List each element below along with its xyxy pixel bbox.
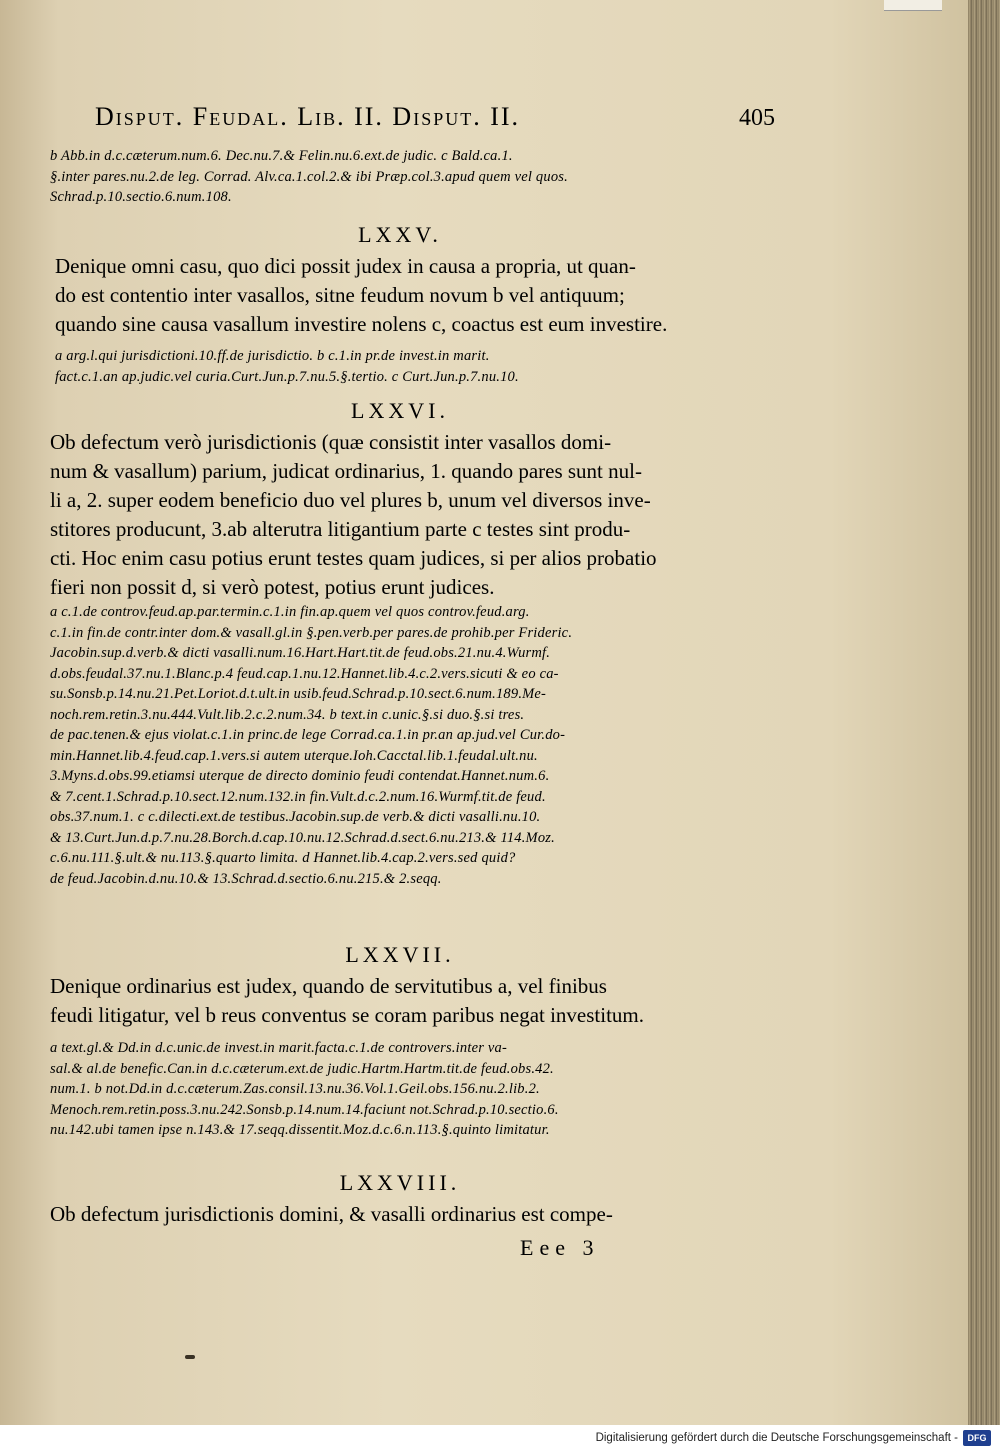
- running-head: [95, 102, 775, 132]
- section-text-lxxvi: Ob defectum verò jurisdictionis (quæ consistit inter vasallos domi- num & vasallum) parium, judicat ordinarius, 1. quando pares sunt nul- li a, 2. super eodem beneficio duo vel plures b, unum vel diversos inve- stitores producunt, 3.ab alterutra litigantium parte c testes sint produ- cti. Hoc enim casu potius erunt testes quam judices, si per alios probatio fieri non possit d, si verò potest, potius erunt judices.: [50, 430, 657, 599]
- section-number-lxxv: LXXV.: [358, 222, 442, 247]
- section-text-lxxv: Denique omni casu, quo dici possit judex in causa a propria, ut quan- do est contentio inter vasallos, sitne feudum novum b vel antiquum; quando sine causa vasallum investire nolens c, coactus est eum investire.: [55, 254, 668, 336]
- scan-marker: [884, 0, 942, 11]
- signature-mark: Eee 3: [520, 1235, 600, 1260]
- section-number-lxxviii: LXXVIII.: [339, 1170, 461, 1195]
- footer-credit: Digitalisierung gefördert durch die Deutsche Forschungsgemeinschaft -: [595, 1432, 958, 1444]
- footnotes-lxxvi: a c.1.de controv.feud.ap.par.termin.c.1.in fin.ap.quem vel quos controv.feud.arg. c.1.in fin.de contr.inter dom.& vasall.gl.in §.pen.verb.per pares.de prohib.per Frideric. Jacobin.sup.d.verb.& dicti vasalli.num.16.Hart.Hart.tit.de feud.obs.21.nu.4.Wurmf. d.obs.feudal.37.nu.1.Blanc.p.4 feud.cap.1.nu.12.Hannet.lib.4.c.2.vers.sicuti & eo ca- su.Sonsb.p.14.nu.21.Pet.Loriot.d.t.ult.in usib.feud.Schrad.p.10.sect.6.num.189.Me- noch.rem.retin.3.nu.444.Vult.lib.2.c.2.num.34. b text.in c.unic.§.si duo.§.si tres. de pac.tenen.& ejus violat.c.1.in princ.de lege Corrad.ca.1.in pr.an ap.jud.vel Cur.do- min.Hannet.lib.4.feud.cap.1.vers.si autem uterque.Ioh.Cacctal.lib.1.feudal.ult.nu. 3.Myns.d.obs.99.etiamsi uterque de directo dominio feudi contendat.Hannet.num.6. & 7.cent.1.Schrad.p.10.sect.12.num.132.in fin.Vult.d.c.2.num.16.Wurmf.tit.de feud. obs.37.num.1. c c.dilecti.ext.de testibus.Jacobin.sup.de verb.& dicti vasalli.nu.10. & 13.Curt.Jun.d.p.7.nu.28.Borch.d.cap.10.nu.12.Schrad.d.sect.6.nu.213.& 114.Moz. c.6.nu.111.§.ult.& nu.113.§.quarto limita. d Hannet.lib.4.cap.2.vers.sed quid? de feud.Jacobin.d.nu.10.& 13.Schrad.d.sectio.6.nu.215.& 2.seqq.: [50, 604, 573, 887]
- ink-speck: [185, 1355, 195, 1359]
- section-number-lxxvi: LXXVI.: [351, 398, 449, 423]
- footnotes-top: b Abb.in d.c.cæterum.num.6. Dec.nu.7.& Felin.nu.6.ext.de judic. c Bald.ca.1. §.inter pares.nu.2.de leg. Corrad. Alv.ca.1.col.2.& ibi Præp.col.3.apud quem vel quos. Schrad.p.10.sectio.6.num.108.: [50, 148, 568, 205]
- section-number-lxxvii: LXXVII.: [345, 942, 455, 967]
- dfg-logo-icon: DFG: [963, 1430, 991, 1446]
- footnotes-lxxvii: a text.gl.& Dd.in d.c.unic.de invest.in marit.facta.c.1.de controvers.inter va- sal.& al.de benefic.Can.in d.c.cæterum.ext.de judic.Hartm.Hartm.tit.de feud.obs.42. num.1. b not.Dd.in d.c.cæterum.Zas.consil.13.nu.36.Vol.1.Geil.obs.156.nu.2.lib.2. Menoch.rem.retin.poss.3.nu.242.Sonsb.p.14.num.14.faciunt not.Schrad.p.10.sectio.6. nu.142.ubi tamen ipse n.143.& 17.seqq.dissentit.Moz.d.c.6.n.113.§.quinto limitatur.: [50, 1040, 559, 1138]
- section-text-lxxviii: Ob defectum jurisdictionis domini, & vasalli ordinarius est compe-: [50, 1202, 613, 1226]
- page-edge: [968, 0, 1000, 1425]
- running-title: Disput. Feudal. Lib. II. Disput. II.: [95, 102, 521, 131]
- page-number: 405: [739, 105, 775, 131]
- footnotes-lxxv: a arg.l.qui jurisdictioni.10.ff.de jurisdictio. b c.1.in pr.de invest.in marit. fact.c.1.an ap.judic.vel curia.Curt.Jun.p.7.nu.5.§.tertio. c Curt.Jun.p.7.nu.10.: [55, 348, 519, 385]
- section-text-lxxvii: Denique ordinarius est judex, quando de servitutibus a, vel finibus feudi litigatur, vel b reus conventus se coram paribus negat investitum.: [50, 974, 645, 1027]
